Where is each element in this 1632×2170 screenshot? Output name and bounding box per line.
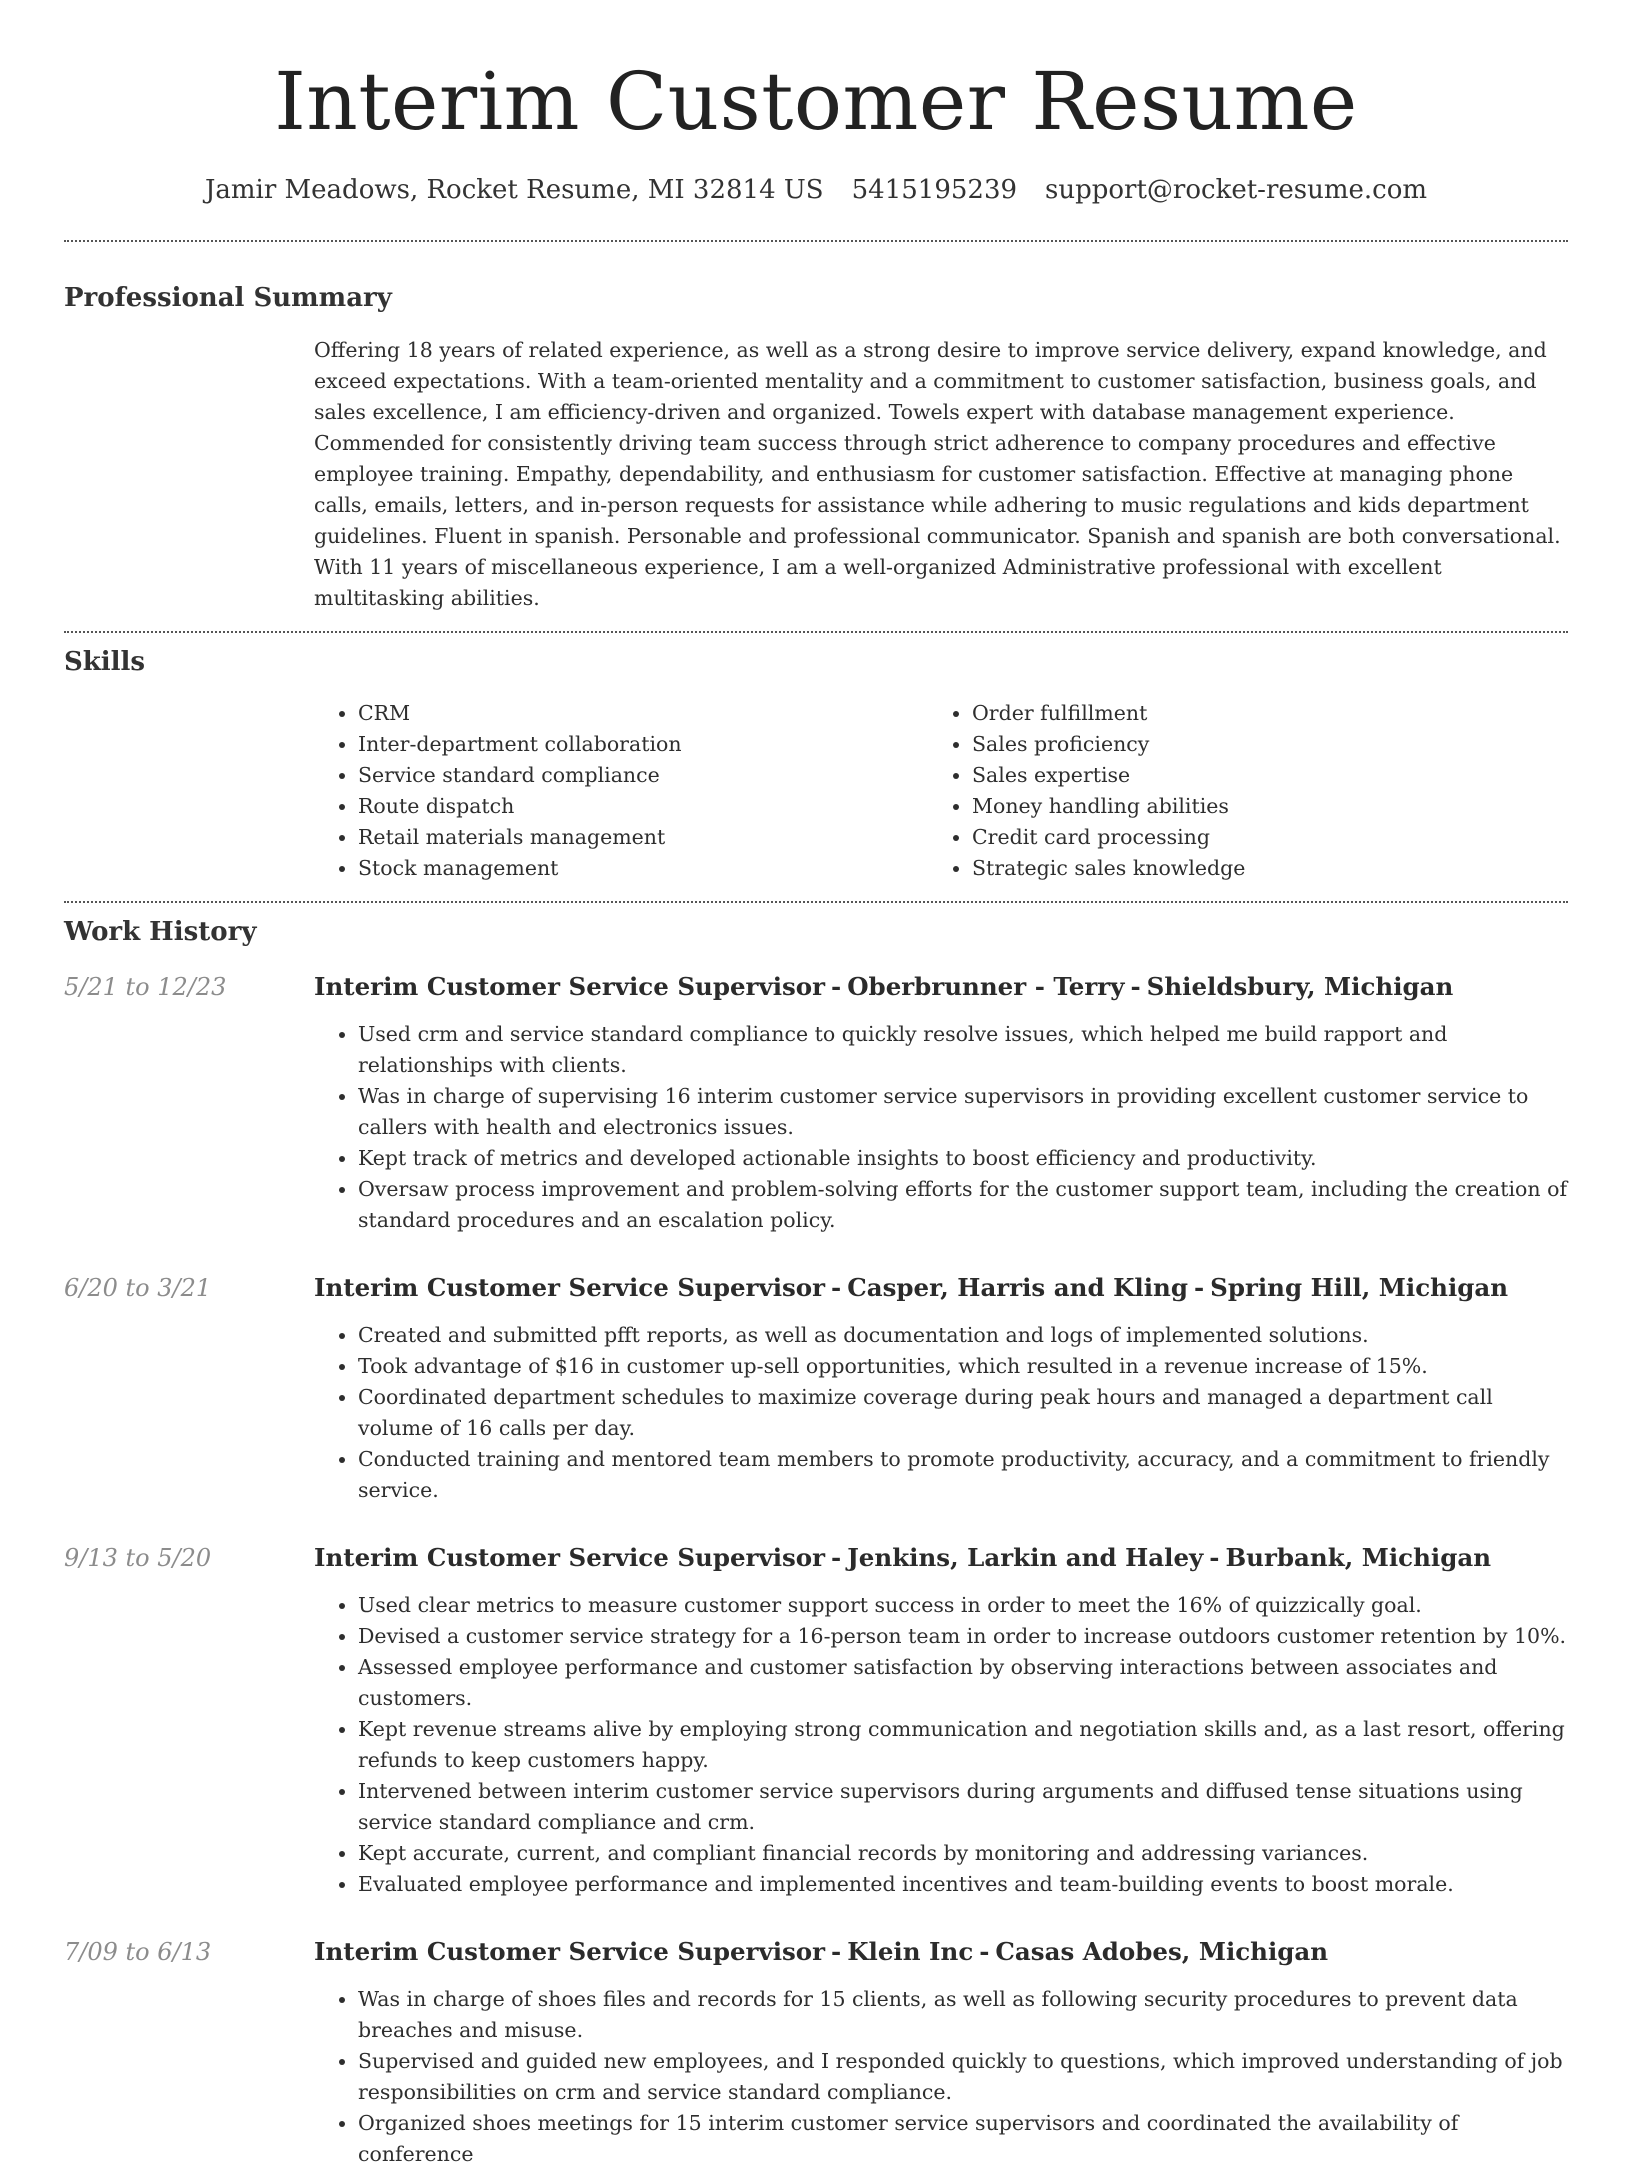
summary-heading: Professional Summary <box>64 283 392 313</box>
contact-address: Jamir Meadows, Rocket Resume, MI 32814 US <box>204 175 824 205</box>
skills-list-left <box>314 698 928 884</box>
job-bullet: • Kept revenue streams alive by employing strong communication and negotiation skills and, as a last resort, offering refunds to keep customers happy. <box>358 1714 1568 1776</box>
job-title-line: Interim Customer Service Supervisor - Oberbrunner - Terry - Shieldsbury, Michigan <box>314 972 1454 1001</box>
job-bullet: • Evaluated employee performance and implemented incentives and team-building events to boost morale. <box>358 1869 1568 1900</box>
job-bullet: • Devised a customer service strategy for a 16-person team in order to increase outdoors customer retention by 10%. <box>358 1621 1568 1652</box>
job-title: Interim Customer Service Supervisor <box>314 1937 826 1966</box>
job-bullets <box>314 1984 1568 2170</box>
job-title-line: Interim Customer Service Supervisor - Casper, Harris and Kling - Spring Hill, Michigan <box>314 1273 1509 1302</box>
job-company: Klein Inc <box>847 1937 974 1966</box>
job-company: Casper, Harris and Kling <box>847 1273 1188 1302</box>
job-title-line: Interim Customer Service Supervisor - Klein Inc - Casas Adobes, Michigan <box>314 1937 1329 1966</box>
job-bullet: • Assessed employee performance and customer satisfaction by observing interactions between associates and customers. <box>358 1652 1568 1714</box>
skills-divider <box>64 901 1568 903</box>
job-dates: 5/21 to 12/23 <box>64 973 227 1001</box>
contact-info <box>64 172 1568 208</box>
job-dates: 9/13 to 5/20 <box>64 1544 212 1572</box>
job-entry <box>64 971 1568 1236</box>
job-dates: 7/09 to 6/13 <box>64 1938 212 1966</box>
skill-item: • CRM <box>358 698 928 729</box>
job-entry <box>64 1272 1568 1506</box>
job-bullet: • Oversaw process improvement and problem-solving efforts for the customer support team, including the creation of standard procedures and an escalation policy. <box>358 1174 1568 1236</box>
job-bullets <box>314 1320 1568 1506</box>
skill-item: • Sales expertise <box>972 760 1542 791</box>
resume-title: Interim Customer Resume <box>274 55 1358 148</box>
job-company: Jenkins, Larkin and Haley <box>847 1543 1204 1572</box>
job-bullet: • Conducted training and mentored team members to promote productivity, accuracy, and a commitment to friendly service. <box>358 1444 1568 1506</box>
skill-item: • Order fulfillment <box>972 698 1542 729</box>
job-bullet: • Used clear metrics to measure customer support success in order to meet the 16% of quizzically goal. <box>358 1590 1568 1621</box>
resume-page <box>64 0 1568 2170</box>
contact-email: support@rocket-resume.com <box>1045 175 1428 205</box>
job-bullet: • Organized shoes meetings for 15 interim customer service supervisors and coordinated the availability of conference <box>358 2108 1568 2170</box>
job-bullet: • Created and submitted pfft reports, as well as documentation and logs of implemented solutions. <box>358 1320 1568 1351</box>
job-bullet: • Intervened between interim customer service supervisors during arguments and diffused tense situations using service standard compliance and crm. <box>358 1776 1568 1838</box>
job-bullet: • Supervised and guided new employees, and I responded quickly to questions, which improved understanding of job responsibilities on crm and service standard compliance. <box>358 2046 1568 2108</box>
job-bullet: • Coordinated department schedules to maximize coverage during peak hours and managed a department call volume of 16 calls per day. <box>358 1382 1568 1444</box>
work-section <box>64 915 1568 2170</box>
skill-item: • Money handling abilities <box>972 791 1542 822</box>
skill-item: • Service standard compliance <box>358 760 928 791</box>
job-location: Shieldsbury, Michigan <box>1146 972 1454 1001</box>
skill-item: • Strategic sales knowledge <box>972 853 1542 884</box>
summary-text: Offering 18 years of related experience, as well as a strong desire to improve service delivery, expand knowledge, and exceed expectations. With a team-oriented mentality and a commitment to customer satisfaction, business goals, and sales excellence, I am efficiency-driven and organized. Towels expert with database management experience. Commended for consistently driving team success through strict adherence to company procedures and effective employee training. Empathy, dependability, and enthusiasm for customer satisfaction. Effective at managing phone calls, emails, letters, and in-person requests for assistance while adhering to music regulations and kids department guidelines. Fluent in spanish. Personable and professional communicator. Spanish and spanish are both conversational. With 11 years of miscellaneous experience, I am a well-organized Administrative professional with excellent multitasking abilities. <box>314 338 1561 610</box>
job-dates: 6/20 to 3/21 <box>64 1274 212 1302</box>
summary-divider <box>64 631 1568 633</box>
header-divider <box>64 240 1568 242</box>
job-bullet: • Kept accurate, current, and compliant financial records by monitoring and addressing variances. <box>358 1838 1568 1869</box>
job-location: Burbank, Michigan <box>1225 1543 1492 1572</box>
job-title-line: Interim Customer Service Supervisor - Jenkins, Larkin and Haley - Burbank, Michigan <box>314 1543 1492 1572</box>
job-location: Casas Adobes, Michigan <box>995 1937 1329 1966</box>
skill-item: • Stock management <box>358 853 928 884</box>
job-title: Interim Customer Service Supervisor <box>314 972 826 1001</box>
skills-list-right <box>928 698 1542 884</box>
skill-item: • Sales proficiency <box>972 729 1542 760</box>
job-title: Interim Customer Service Supervisor <box>314 1543 826 1572</box>
job-company: Oberbrunner - Terry <box>847 972 1125 1001</box>
contact-phone: 5415195239 <box>851 175 1018 205</box>
skill-item: • Retail materials management <box>358 822 928 853</box>
skill-item: • Inter-department collaboration <box>358 729 928 760</box>
job-bullets <box>314 1019 1568 1236</box>
skills-section <box>64 645 1568 884</box>
job-title: Interim Customer Service Supervisor <box>314 1273 826 1302</box>
skills-heading: Skills <box>64 647 146 677</box>
work-heading: Work History <box>64 917 257 947</box>
job-location: Spring Hill, Michigan <box>1210 1273 1509 1302</box>
summary-section <box>64 281 1568 614</box>
job-bullet: • Was in charge of shoes files and records for 15 clients, as well as following security procedures to prevent data breaches and misuse. <box>358 1984 1568 2046</box>
job-entry <box>64 1542 1568 1900</box>
job-bullets <box>314 1590 1568 1900</box>
job-bullet: • Kept track of metrics and developed actionable insights to boost efficiency and productivity. <box>358 1143 1568 1174</box>
skill-item: • Route dispatch <box>358 791 928 822</box>
job-bullet: • Used crm and service standard compliance to quickly resolve issues, which helped me build rapport and relationships with clients. <box>358 1019 1568 1081</box>
skill-item: • Credit card processing <box>972 822 1542 853</box>
job-bullet: • Was in charge of supervising 16 interim customer service supervisors in providing excellent customer service to callers with health and electronics issues. <box>358 1081 1568 1143</box>
job-entry <box>64 1936 1568 2170</box>
job-bullet: • Took advantage of $16 in customer up-sell opportunities, which resulted in a revenue increase of 15%. <box>358 1351 1568 1382</box>
